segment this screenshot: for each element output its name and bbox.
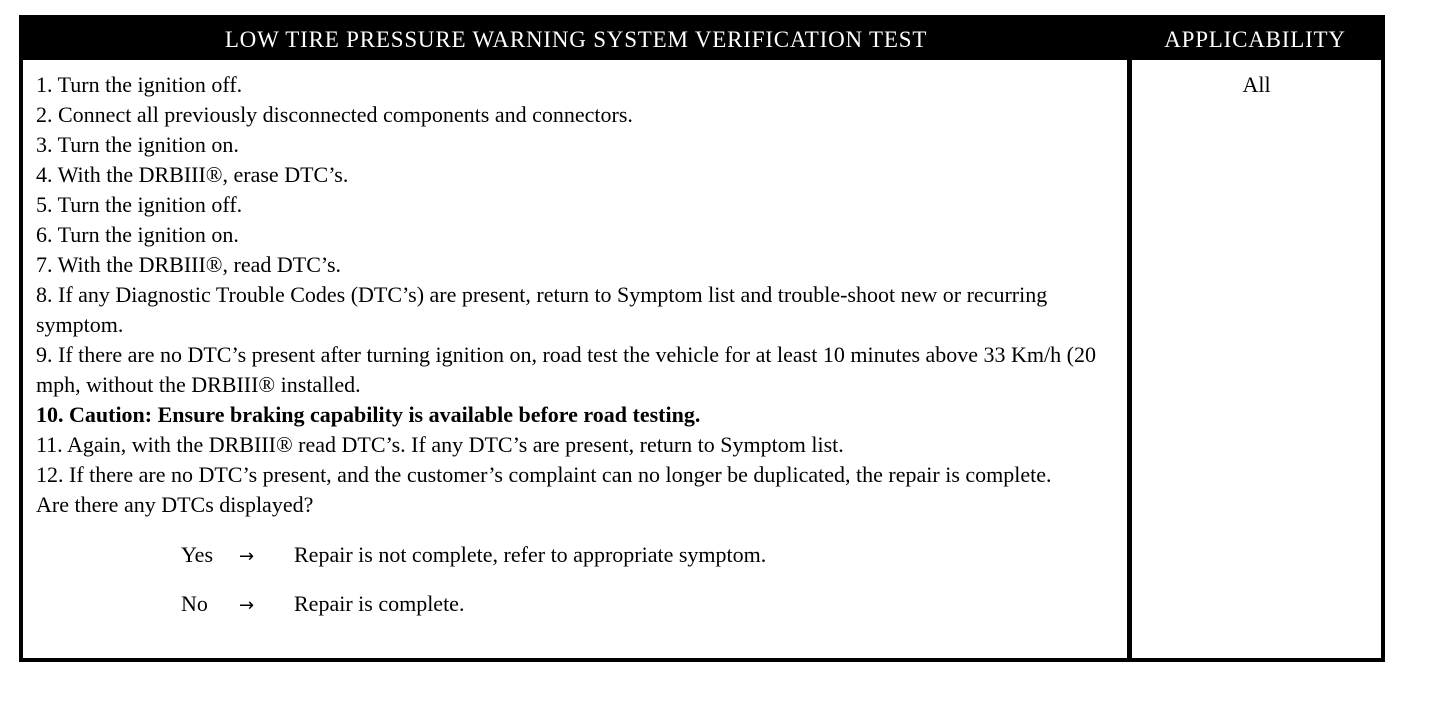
- column-divider: [1127, 60, 1132, 662]
- answer-no-label: No: [181, 591, 208, 616]
- step-11: 11. Again, with the DRBIII® read DTC’s. If any DTC’s are present, return to Symptom list.: [36, 432, 844, 457]
- procedure-column-header: LOW TIRE PRESSURE WARNING SYSTEM VERIFICATION TEST: [224, 27, 928, 52]
- verification-test-table: [19, 15, 1385, 662]
- answer-no: [181, 589, 1126, 619]
- answer-no-result: Repair is complete.: [294, 591, 465, 616]
- step-12: 12. If there are no DTC’s present, and the customer’s complaint can no longer be duplicated, the repair is complete.: [36, 462, 1052, 487]
- applicability-value: All: [1242, 72, 1271, 97]
- applicability-column-header: APPLICABILITY: [1164, 27, 1346, 52]
- step-2: 2. Connect all previously disconnected components and connectors.: [36, 102, 633, 127]
- step-3: 3. Turn the ignition on.: [36, 132, 239, 157]
- step-9: 9. If there are no DTC’s present after turning ignition on, road test the vehicle for at least 10 minutes above 33 Km/h (20 mph, without the DRBIII® installed.: [36, 342, 1096, 397]
- step-1: 1. Turn the ignition off.: [36, 72, 243, 97]
- answer-yes-label: Yes: [181, 542, 214, 567]
- step-4: 4. With the DRBIII®, erase DTC’s.: [36, 162, 349, 187]
- step-5: 5. Turn the ignition off.: [36, 192, 243, 217]
- step-6: 6. Turn the ignition on.: [36, 222, 239, 247]
- right-arrow-icon: →: [239, 595, 255, 616]
- step-8: 8. If any Diagnostic Trouble Codes (DTC’s) are present, return to Symptom list and trouble-shoot new or recurring symptom.: [36, 282, 1048, 337]
- step-10-caution: 10. Caution: Ensure braking capability is available before road testing.: [36, 402, 701, 427]
- answer-list: [181, 540, 1126, 619]
- right-arrow-icon: →: [239, 546, 255, 567]
- procedure-steps-cell: [36, 70, 1126, 638]
- answer-yes-result: Repair is not complete, refer to appropriate symptom.: [294, 542, 767, 567]
- dtc-question: Are there any DTCs displayed?: [36, 492, 314, 517]
- table-header-row: [23, 19, 1381, 60]
- step-7: 7. With the DRBIII®, read DTC’s.: [36, 252, 342, 277]
- answer-yes: [181, 540, 1126, 570]
